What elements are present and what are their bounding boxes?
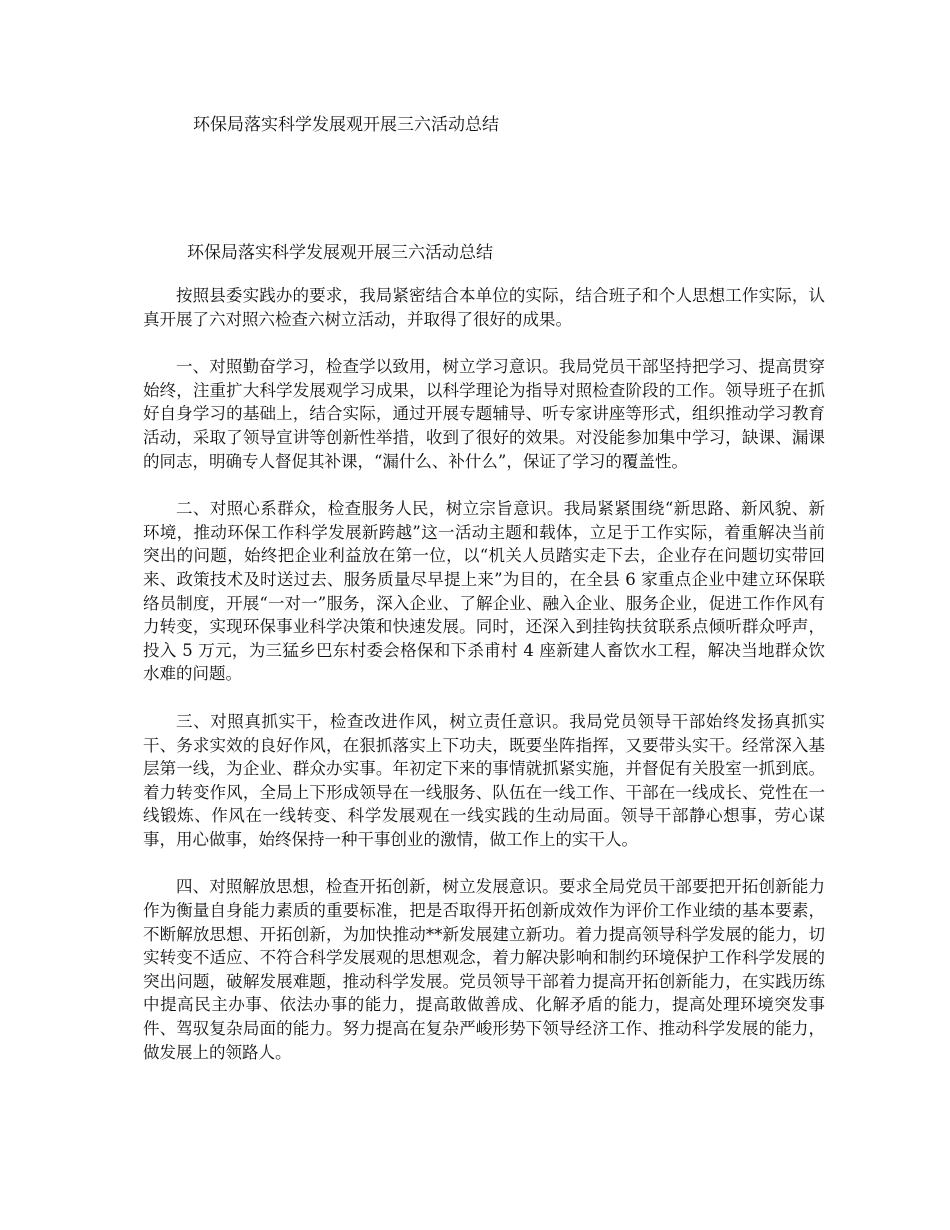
paragraph-section-2: 二、对照心系群众，检查服务人民，树立宗旨意识。我局紧紧围绕“新思路、新风貌、新环境，推动环保工作科学发展新跨越”这一活动主题和载体，立足于工作实际，着重解决当前突出的问题，始终把企业利益放在第一位，以“机关人员踏实走下去，企业存在问题切实带回来、政策技术及时送过去、服务质量尽早提上来”为目的，在全县 6 家重点企业中建立环保联络员制度，开展“一对一”服务，深入企业、了解企业、融入企业、服务企业，促进工作作风有力转变，实现环保事业科学决策和快速发展。同时，还深入到挂钩扶贫联系点倾听群众呼声，投入 5 万元，为三猛乡巴东村委会格保和下杀甫村 4 座新建人畜饮水工程，解决当地群众饮水难的问题。 xyxy=(143,499,825,684)
paragraph-intro: 按照县委实践办的要求，我局紧密结合本单位的实际，结合班子和个人思想工作实际，认真开展了六对照六检查六树立活动，并取得了很好的成果。 xyxy=(143,286,825,329)
paragraph-section-4: 四、对照解放思想，检查开拓创新，树立发展意识。要求全局党员干部要把开拓创新能力作为衡量自身能力素质的重要标准，把是否取得开拓创新成效作为评价工作业绩的基本要素，不断解放思想、开拓创新，为加快推动**新发展建立新功。着力提高领导科学发展的能力，切实转变不适应、不符合科学发展观的思想观念，着力解决影响和制约环境保护工作科学发展的突出问题，破解发展难题，推动科学发展。党员领导干部着力提高开拓创新能力，在实践历练中提高民主办事、依法办事的能力，提高敢做善成、化解矛盾的能力，提高处理环境突发事件、驾驭复杂局面的能力。努力提高在复杂严峻形势下领导经济工作、推动科学发展的能力，做发展上的领路人。 xyxy=(143,877,825,1062)
paragraph-section-3: 三、对照真抓实干，检查改进作风，树立责任意识。我局党员领导干部始终发扬真抓实干、务求实效的良好作风，在狠抓落实上下功夫，既要坐阵指挥，又要带头实干。经常深入基层第一线，为企业、群众办实事。年初定下来的事情就抓紧实施，并督促有关股室一抓到底。着力转变作风，全局上下形成领导在一线服务、队伍在一线工作、干部在一线成长、党性在一线锻炼、作风在一线转变、科学发展观在一线实践的生动局面。领导干部静心想事，劳心谋事，用心做事，始终保持一种干事创业的激情，做工作上的实干人。 xyxy=(143,711,825,849)
document-title: 环保局落实科学发展观开展三六活动总结 xyxy=(187,243,493,263)
document-body xyxy=(143,284,825,1088)
header-title: 环保局落实科学发展观开展三六活动总结 xyxy=(193,115,499,135)
paragraph-section-1: 一、对照勤奋学习，检查学以致用，树立学习意识。我局党员干部坚持把学习、提高贯穿始终，注重扩大科学发展观学习成果，以科学理论为指导对照检查阶段的工作。领导班子在抓好自身学习的基础上，结合实际，通过开展专题辅导、听专家讲座等形式，组织推动学习教育活动，采取了领导宣讲等创新性举措，收到了很好的效果。对没能参加集中学习，缺课、漏课的同志，明确专人督促其补课，“漏什么、补什么”，保证了学习的覆盖性。 xyxy=(143,357,825,471)
